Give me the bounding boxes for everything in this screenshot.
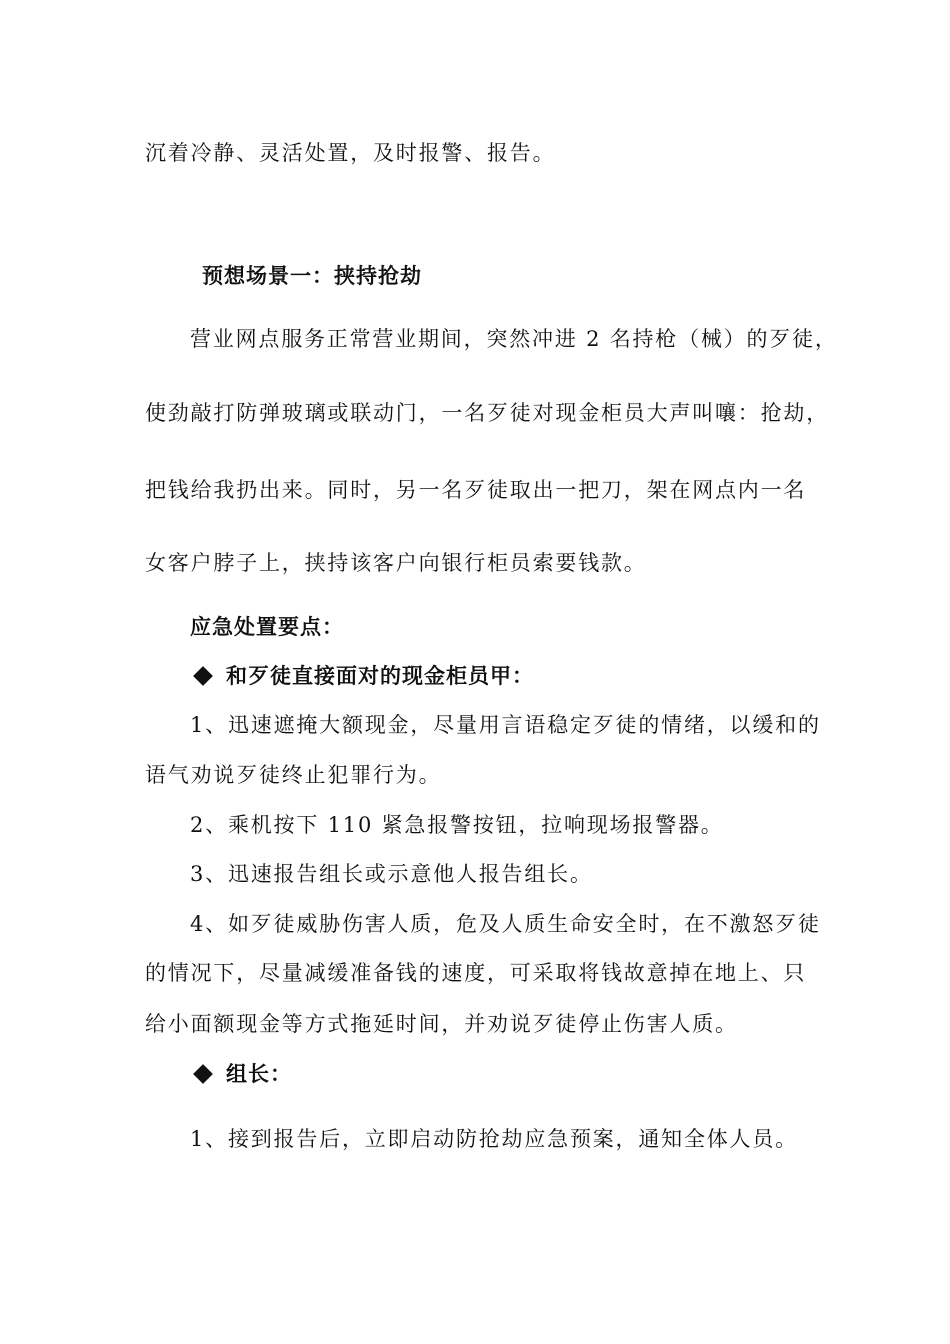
scenario-title: 预想场景一：挟持抢劫: [202, 264, 422, 288]
section-leader-heading: [190, 1059, 292, 1089]
section-leader-title: 组长：: [226, 1062, 292, 1086]
teller-line: 3、迅速报告组长或示意他人报告组长。: [190, 862, 593, 886]
teller-line: 给小面额现金等方式拖延时间，并劝说歹徒停止伤害人质。: [145, 1012, 738, 1036]
teller-line: 1、迅速遮掩大额现金，尽量用言语稳定歹徒的情绪，以缓和的: [190, 713, 821, 737]
teller-line: 2、乘机按下 110 紧急报警按钮，拉响现场报警器。: [190, 813, 724, 837]
scenario-line: 把钱给我扔出来。同时，另一名歹徒取出一把刀，架在网点内一名: [145, 478, 807, 502]
key-points-title: 应急处置要点：: [190, 615, 344, 639]
scenario-line: 使劲敲打防弹玻璃或联动门，一名歹徒对现金柜员大声叫嚷：抢劫，: [145, 401, 829, 425]
scenario-line: 女客户脖子上，挟持该客户向银行柜员索要钱款。: [145, 551, 647, 575]
diamond-bullet-icon: [193, 1064, 213, 1084]
teller-line: 的情况下，尽量减缓准备钱的速度，可采取将钱故意掉在地上、只: [145, 961, 807, 985]
intro-tail-text: 沉着冷静、灵活处置，及时报警、报告。: [145, 141, 556, 165]
scenario-line: 营业网点服务正常营业期间，突然冲进 2 名持枪（械）的歹徒，: [190, 327, 838, 351]
teller-line: 语气劝说歹徒终止犯罪行为。: [145, 763, 442, 787]
section-teller-title: 和歹徒直接面对的现金柜员甲：: [226, 664, 534, 688]
section-teller-heading: [190, 661, 534, 691]
leader-line: 1、接到报告后，立即启动防抢劫应急预案，通知全体人员。: [190, 1127, 798, 1151]
diamond-bullet-icon: [193, 666, 213, 686]
teller-line: 4、如歹徒威胁伤害人质，危及人质生命安全时，在不激怒歹徒: [190, 912, 821, 936]
